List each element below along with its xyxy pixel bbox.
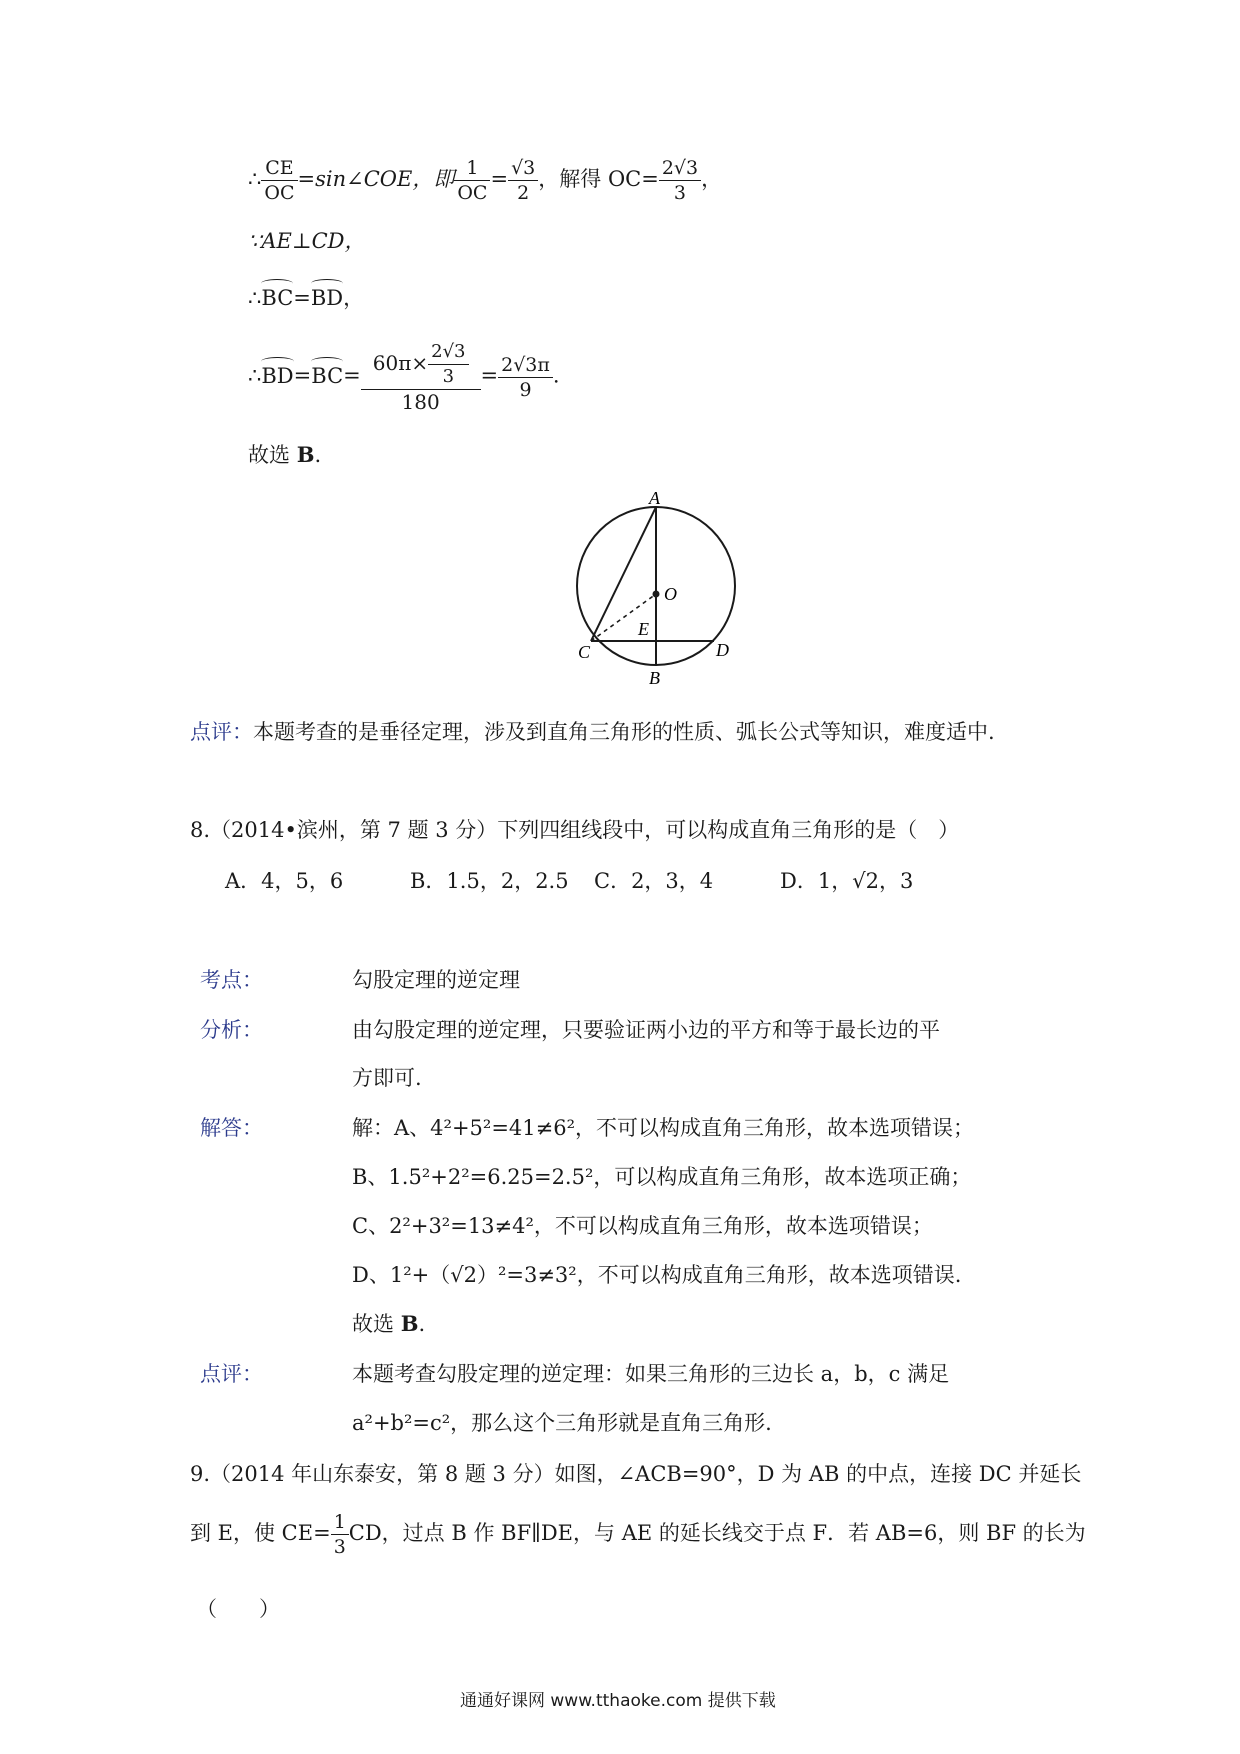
arc-bd: BD [261, 361, 293, 391]
jieda-label: 解答： [200, 1116, 263, 1140]
arc-bc: BC [311, 361, 343, 391]
result-fraction [498, 353, 553, 402]
fraction-sqrt3-2 [508, 156, 538, 205]
text-segment: ，解得 OC= [538, 167, 659, 191]
dianping-line-2: a²+b²=c²，那么这个三角形就是直角三角形. [352, 1411, 772, 1435]
fraction-numerator: 1 [454, 156, 490, 181]
fraction-one-third [331, 1510, 349, 1559]
question-9-line-3: （ ） [196, 1597, 280, 1621]
jieda-line-2: B、1.5²+2²=6.25=2.5²，可以构成直角三角形，故本选项正确； [352, 1165, 972, 1189]
arc-bd: BD [311, 283, 343, 313]
therefore-symbol: ∴ [248, 363, 262, 388]
numerator-text: 60π× [372, 351, 429, 375]
option-c: C．2，3，4 [594, 869, 714, 893]
answer-letter: B [296, 442, 315, 467]
jieda-line-4: D、1²+（√2）²=3≠3²，不可以构成直角三角形，故本选项错误. [352, 1263, 962, 1287]
fraction-numerator: CE [261, 156, 297, 181]
fraction-numerator: 1 [331, 1510, 349, 1535]
equals: = [480, 363, 499, 388]
fraction-1-oc [454, 156, 490, 205]
page-footer: 通通好课网 www.tthaoke.com 提供下载 [460, 1691, 776, 1711]
fraction-denominator: 2 [517, 182, 530, 204]
choose-answer-7 [248, 440, 321, 470]
solution-line-3 [248, 283, 364, 313]
fraction-denominator: 3 [673, 182, 687, 204]
fraction-numerator: 2√3 [659, 156, 701, 181]
fraction-denominator: OC [457, 182, 488, 204]
equals: = [343, 363, 361, 388]
text-segment: . [314, 443, 322, 467]
question-8-stem: 8.（2014•滨州，第 7 题 3 分）下列四组线段中，可以构成直角三角形的是（ ） [190, 818, 960, 842]
dianping-line-1: 本题考查勾股定理的逆定理：如果三角形的三边长 a，b，c 满足 [352, 1362, 950, 1386]
equals: = [293, 363, 312, 388]
solution-line-2: ∵AE⊥CD， [248, 229, 366, 253]
label-d: D [716, 640, 729, 660]
option-b: B．1.5，2，2.5 [410, 869, 569, 893]
fraction-numerator: √3 [508, 156, 538, 181]
label-b: B [649, 668, 660, 688]
question-9-line-1: 9.（2014 年山东泰安，第 8 题 3 分）如图，∠ACB=90°，D 为 AB 的中点，连接 DC 并延长 [190, 1462, 1082, 1486]
text-segment: CD，过点 B 作 BF∥DE，与 AE 的延长线交于点 F．若 AB=6，则 BF 的长为 [348, 1521, 1086, 1545]
fraction-numerator [361, 340, 481, 390]
choose-text: 故选 [248, 443, 290, 467]
arc-length-fraction [361, 340, 481, 414]
text-segment: =sin∠COE，即 [297, 167, 455, 191]
solution-line-1 [248, 156, 722, 205]
fraction-denominator: OC [264, 182, 295, 204]
option-a: A．4，5，6 [225, 869, 344, 893]
text-segment: ， [343, 286, 365, 310]
text-segment: . [418, 1312, 426, 1336]
question-9-line-2 [190, 1510, 1086, 1559]
fraction-numerator: 2√3 [428, 340, 468, 365]
circle-figure [560, 490, 750, 690]
fraction-2sqrt3-3 [659, 156, 701, 205]
fenxi-label: 分析： [200, 1018, 263, 1042]
comment-7 [190, 717, 995, 747]
therefore-symbol: ∴ [248, 286, 262, 310]
comment-text: 本题考查的是垂径定理，涉及到直角三角形的性质、弧长公式等知识，难度适中. [253, 720, 995, 744]
fenxi-line-2: 方即可. [352, 1066, 422, 1090]
dianping-label: 点评： [200, 1362, 263, 1386]
comment-label: 点评： [190, 720, 253, 744]
equals: = [293, 286, 311, 310]
fraction-denominator: 3 [333, 1536, 346, 1558]
text-segment: 到 E，使 CE= [190, 1521, 331, 1545]
fraction-denominator: 3 [442, 366, 455, 387]
answer-letter: B [400, 1311, 419, 1336]
arc-bc: BC [261, 283, 293, 313]
label-c: C [578, 642, 591, 662]
fenxi-line-1: 由勾股定理的逆定理，只要验证两小边的平方和等于最长边的平 [352, 1018, 940, 1042]
fraction-denominator: 180 [401, 390, 440, 414]
solution-line-4 [248, 340, 560, 414]
kaodian-text: 勾股定理的逆定理 [352, 968, 520, 992]
kaodian-label: 考点： [200, 968, 263, 992]
jieda-line-3: C、2²+3²=13≠4²，不可以构成直角三角形，故本选项错误； [352, 1214, 933, 1238]
inner-fraction [428, 340, 468, 389]
choose-text: 故选 [352, 1312, 394, 1336]
center-point [653, 591, 660, 598]
option-d: D．1，√2，3 [780, 869, 914, 893]
jieda-line-1: 解：A、4²+5²=41≠6²，不可以构成直角三角形，故本选项错误； [352, 1116, 975, 1140]
label-o: O [664, 584, 677, 604]
therefore-symbol: ∴ [248, 167, 262, 191]
fraction-denominator: 9 [519, 378, 532, 401]
label-e: E [638, 619, 649, 639]
equals: = [490, 167, 509, 191]
text-segment: ， [701, 167, 723, 191]
jieda-line-5 [352, 1309, 425, 1339]
fraction-numerator: 2√3π [498, 353, 553, 378]
text-segment: . [552, 363, 560, 388]
label-a: A [649, 490, 660, 508]
fraction-ce-oc [261, 156, 297, 205]
